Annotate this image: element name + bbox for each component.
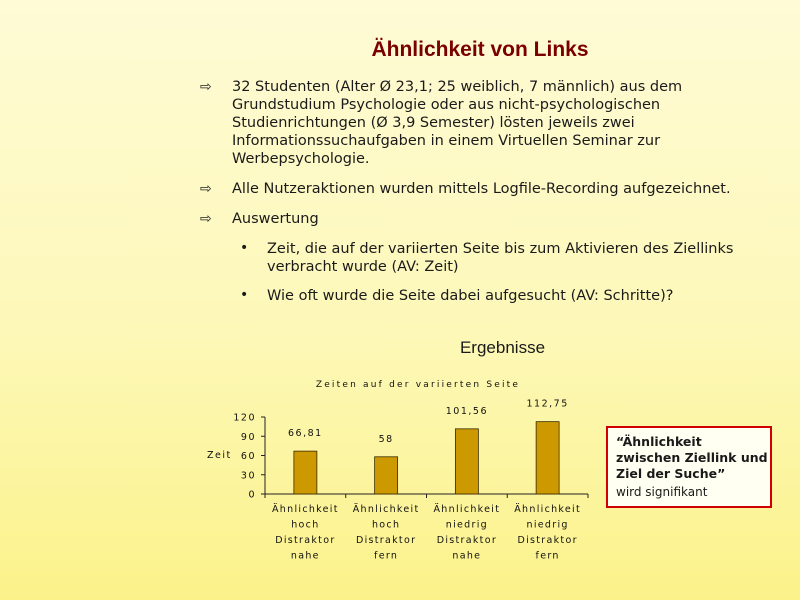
slide-title: Ähnlichkeit von Links — [371, 38, 589, 61]
sub-bullet-text: Wie oft wurde die Seite dabei aufgesucht (AV: Schritte)? — [267, 288, 674, 304]
hollow-arrow-icon: ⇨ — [200, 79, 212, 95]
bar-value-label: 58 — [378, 433, 394, 445]
bar-value-label: 66,81 — [288, 428, 323, 440]
hollow-arrow-icon: ⇨ — [200, 211, 212, 227]
chart-axes — [233, 413, 588, 501]
bar-value-label: 112,75 — [526, 398, 569, 410]
callout-quote: “Ähnlichkeit zwischen Ziellink und Ziel der Suche” — [616, 434, 768, 481]
results-heading: Ergebnisse — [459, 338, 546, 357]
x-tick-label: Ähnlichkeit hoch Distraktor nahe — [272, 504, 339, 562]
x-tick-label: Ähnlichkeit niedrig Distraktor fern — [514, 504, 581, 562]
chart-title: Zeiten auf der variierten Seite — [315, 380, 521, 390]
y-tick-label: 60 — [240, 451, 256, 462]
y-tick-label: 120 — [233, 412, 256, 424]
bar — [375, 457, 398, 494]
bullet-text: Alle Nutzeraktionen wurden mittels Logfile-Recording aufgezeichnet. — [232, 181, 731, 197]
dot-icon: • — [240, 287, 249, 303]
callout-note: wird signifikant — [616, 485, 708, 499]
hollow-arrow-icon: ⇨ — [200, 181, 212, 197]
bar — [294, 451, 317, 494]
x-tick-label: Ähnlichkeit hoch Distraktor fern — [352, 504, 420, 562]
bar-value-label: 101,56 — [445, 405, 488, 417]
bar — [536, 422, 559, 494]
result-callout — [606, 426, 772, 508]
x-tick-label: Ähnlichkeit niedrig Distraktor nahe — [433, 504, 501, 562]
bullet-text: Auswertung — [232, 211, 319, 227]
y-tick-label: 30 — [240, 470, 256, 482]
dot-icon: • — [240, 240, 249, 256]
y-axis-label: Zeit — [207, 450, 232, 461]
y-tick-label: 90 — [240, 431, 256, 443]
y-tick-label: 0 — [248, 489, 256, 501]
chart-bars — [272, 399, 581, 562]
sub-bullet-text: Zeit, die auf der variierten Seite bis zum Aktivieren des Ziellinks verbracht wurde (AV: Zeit) — [267, 241, 734, 275]
bar — [455, 429, 478, 494]
bullet-text: 32 Studenten (Alter Ø 23,1; 25 weiblich, 7 männlich) aus dem Grundstudium Psychologie oder aus nicht-psychologischen Studienrichtungen (Ø 3,9 Semester) lösten jeweils zwei Informationssuchaufgaben in einem Virtuellen Seminar zur Werbepsychologie. — [232, 79, 683, 167]
